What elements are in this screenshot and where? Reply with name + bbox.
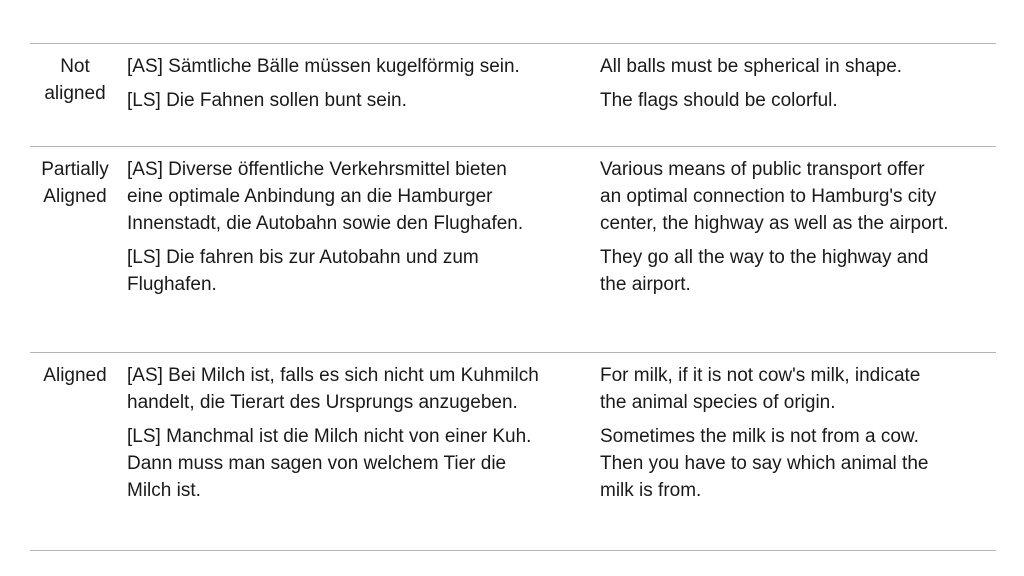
row-divider [30, 146, 996, 147]
as-sentence-en: All balls must be spherical in shape. [600, 56, 903, 77]
ls-sentence-de: [LS] Die fahren bis zur Autobahn und zum Flughafen. [127, 247, 479, 295]
table-top-rule [30, 43, 996, 44]
table-bottom-rule [30, 550, 996, 551]
ls-sentence-en: Sometimes the milk is not from a cow. Then you have to say which animal the milk is from. [600, 426, 929, 501]
ls-sentence-de: [LS] Manchmal ist die Milch nicht von einer Kuh. Dann muss man sagen von welchem Tier die Milch ist. [127, 426, 532, 501]
as-sentence-de: [AS] Diverse öffentliche Verkehrsmittel bieten eine optimale Anbindung an die Hamburger Innenstadt, die Autobahn sowie den Flughafen. [127, 159, 524, 234]
row-divider [30, 352, 996, 353]
ls-sentence-en: They go all the way to the highway and the airport. [600, 247, 929, 295]
as-sentence-en: For milk, if it is not cow's milk, indicate the animal species of origin. [600, 365, 921, 413]
german-text-cell [127, 156, 592, 298]
english-text-cell [600, 156, 996, 298]
as-sentence-de: [AS] Sämtliche Bälle müssen kugelförmig sein. [127, 56, 520, 77]
ls-sentence-de: [LS] Die Fahnen sollen bunt sein. [127, 90, 407, 111]
alignment-label: Aligned [43, 365, 107, 386]
alignment-label: Not aligned [44, 56, 106, 104]
english-text-cell [600, 53, 996, 114]
german-text-cell [127, 53, 592, 114]
as-sentence-en: Various means of public transport offer an optimal connection to Hamburg's city center, the highway as well as the airport. [600, 159, 949, 234]
as-sentence-de: [AS] Bei Milch ist, falls es sich nicht um Kuhmilch handelt, die Tierart des Ursprungs anzugeben. [127, 365, 539, 413]
ls-sentence-en: The flags should be colorful. [600, 90, 838, 111]
alignment-label: Partially Aligned [41, 159, 109, 207]
english-text-cell [600, 362, 996, 504]
german-text-cell [127, 362, 592, 504]
